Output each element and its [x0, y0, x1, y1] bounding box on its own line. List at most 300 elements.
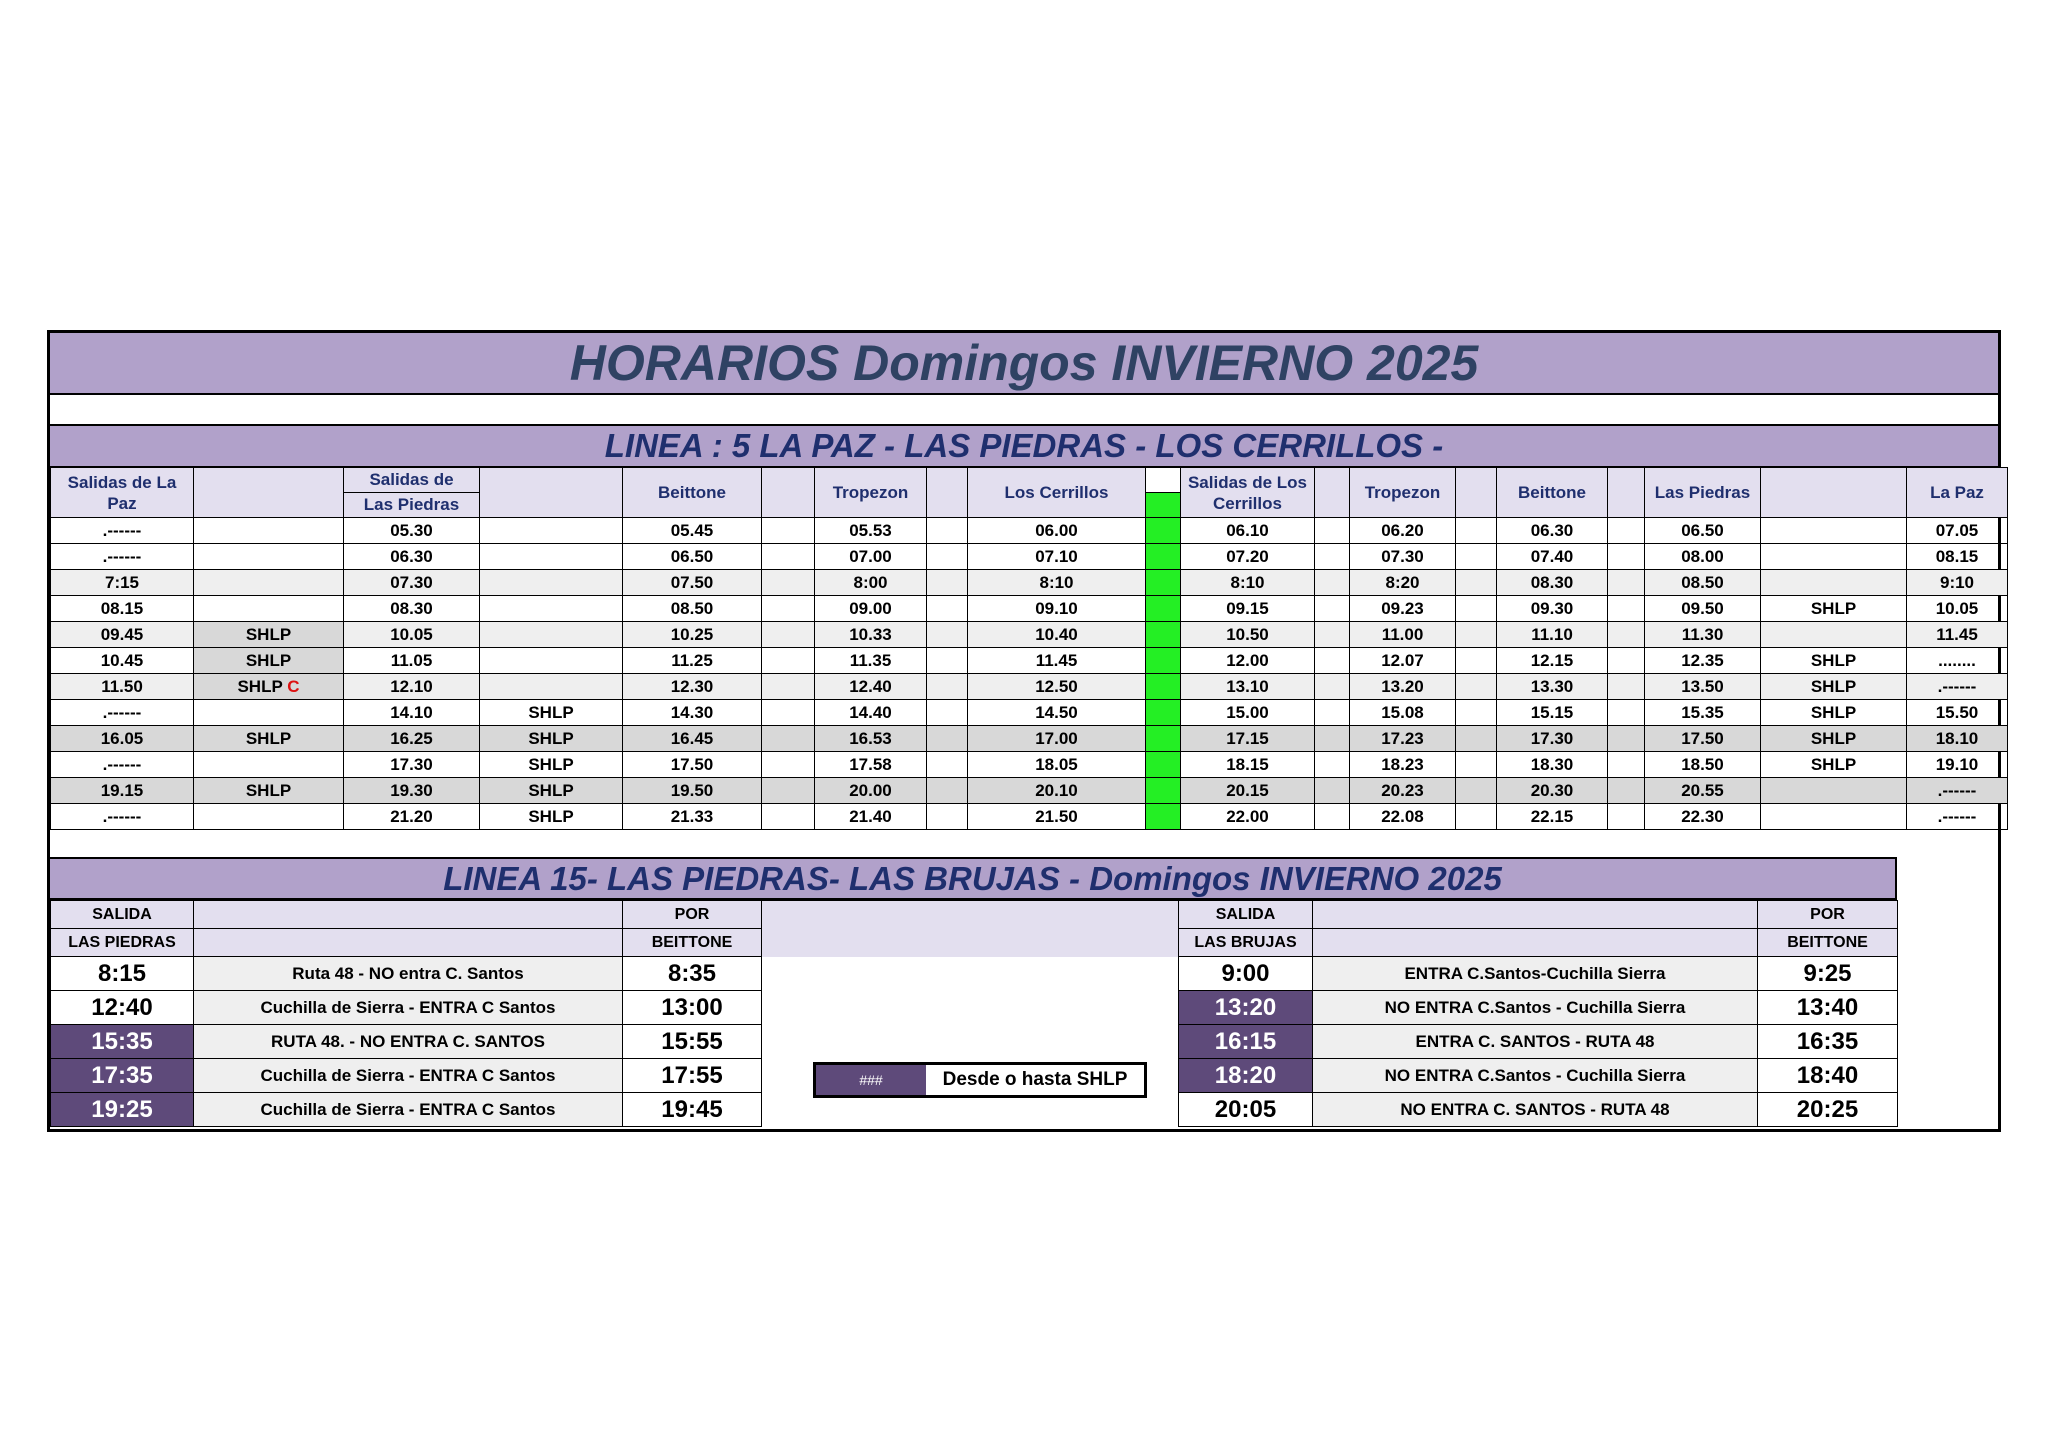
table-cell — [1315, 544, 1350, 570]
departure-las-brujas: 9:00 — [1179, 957, 1313, 991]
table-row — [51, 700, 2008, 726]
table-cell — [194, 570, 344, 596]
departure-las-piedras: 15:35 — [51, 1025, 194, 1059]
table-cell — [762, 726, 815, 752]
header-tropezon: Tropezon — [815, 468, 927, 518]
gap-cell — [762, 991, 1179, 1025]
green-separator — [1146, 726, 1181, 752]
time-beittone: 19:45 — [623, 1093, 762, 1127]
table-cell: 17.30 — [344, 752, 480, 778]
table-cell: .------ — [51, 752, 194, 778]
table-cell: 06.20 — [1350, 518, 1456, 544]
time-beittone: 18:40 — [1758, 1059, 1898, 1093]
table-cell — [480, 674, 623, 700]
table-cell: 19.10 — [1907, 752, 2008, 778]
header-blank — [194, 468, 344, 518]
table-cell — [1608, 648, 1645, 674]
table-cell: 21.33 — [623, 804, 762, 830]
table-cell — [1456, 752, 1497, 778]
table-row — [51, 991, 1898, 1025]
table-cell — [762, 700, 815, 726]
table-row — [51, 648, 2008, 674]
table-cell — [1315, 778, 1350, 804]
route-note: Cuchilla de Sierra - ENTRA C Santos — [194, 991, 623, 1025]
green-separator — [1146, 752, 1181, 778]
header-las-piedras: Las Piedras — [344, 493, 480, 518]
route-note: Cuchilla de Sierra - ENTRA C Santos — [194, 1059, 623, 1093]
table-row — [51, 778, 2008, 804]
gap-cell — [762, 1025, 1179, 1059]
table-cell: SHLP — [194, 648, 344, 674]
table-cell: 09.10 — [968, 596, 1146, 622]
green-separator — [1146, 804, 1181, 830]
table-cell: 08.30 — [344, 596, 480, 622]
green-separator — [1146, 622, 1181, 648]
table-cell — [762, 648, 815, 674]
table-cell: 17.23 — [1350, 726, 1456, 752]
table-cell: 11.05 — [344, 648, 480, 674]
departure-las-piedras: 19:25 — [51, 1093, 194, 1127]
time-beittone: 15:55 — [623, 1025, 762, 1059]
table-cell: 11.35 — [815, 648, 927, 674]
separator-header-green — [1146, 493, 1181, 518]
departure-las-brujas: 20:05 — [1179, 1093, 1313, 1127]
table-cell: 13.50 — [1645, 674, 1761, 700]
table-cell: 18.10 — [1907, 726, 2008, 752]
table-cell: 08.00 — [1645, 544, 1761, 570]
route-note: ENTRA C.Santos-Cuchilla Sierra — [1313, 957, 1758, 991]
table-cell: 8:10 — [1181, 570, 1315, 596]
header-por: POR — [623, 901, 762, 929]
table-cell: .------ — [51, 518, 194, 544]
table-cell: .------ — [1907, 804, 2008, 830]
table-row — [51, 596, 2008, 622]
table-cell — [480, 518, 623, 544]
table-cell: 09.30 — [1497, 596, 1608, 622]
table-cell — [927, 544, 968, 570]
table-cell: SHLP — [1761, 726, 1907, 752]
table-cell: SHLP — [1761, 674, 1907, 700]
table-cell: 12.07 — [1350, 648, 1456, 674]
table-cell: 21.40 — [815, 804, 927, 830]
table-cell: 08.15 — [1907, 544, 2008, 570]
table-cell: 07.05 — [1907, 518, 2008, 544]
table-cell: SHLP — [1761, 596, 1907, 622]
table-cell: 18.50 — [1645, 752, 1761, 778]
table-cell: 14.30 — [623, 700, 762, 726]
table-cell: SHLP — [1761, 648, 1907, 674]
table-cell — [194, 700, 344, 726]
table-cell: SHLP — [1761, 700, 1907, 726]
table-cell — [762, 518, 815, 544]
table-cell — [1761, 622, 1907, 648]
table-cell: 21.20 — [344, 804, 480, 830]
green-separator — [1146, 544, 1181, 570]
departure-las-piedras: 17:35 — [51, 1059, 194, 1093]
header-beittone: Beittone — [623, 468, 762, 518]
table-cell: 19.15 — [51, 778, 194, 804]
table-cell: 12.30 — [623, 674, 762, 700]
table-cell — [762, 570, 815, 596]
table-cell — [762, 622, 815, 648]
table-cell: SHLP — [194, 622, 344, 648]
table-cell: 14.10 — [344, 700, 480, 726]
table-cell: 16.05 — [51, 726, 194, 752]
header-blank — [927, 468, 968, 518]
table-row — [51, 518, 2008, 544]
table-cell: 15.35 — [1645, 700, 1761, 726]
table-cell: 12.40 — [815, 674, 927, 700]
header-las-piedras-return: Las Piedras — [1645, 468, 1761, 518]
schedule-sheet — [47, 330, 2001, 1132]
table-cell: ........ — [1907, 648, 2008, 674]
table-cell: 10.40 — [968, 622, 1146, 648]
table-cell: 08.50 — [623, 596, 762, 622]
time-beittone: 9:25 — [1758, 957, 1898, 991]
table-cell — [1456, 570, 1497, 596]
header-por-return: POR — [1758, 901, 1898, 929]
header-blank — [762, 468, 815, 518]
table-cell: 08.50 — [1645, 570, 1761, 596]
departure-las-brujas: 16:15 — [1179, 1025, 1313, 1059]
table-row — [51, 622, 2008, 648]
table-cell — [927, 752, 968, 778]
table-cell: 05.53 — [815, 518, 927, 544]
table-cell: 10.50 — [1181, 622, 1315, 648]
table-cell: 07.50 — [623, 570, 762, 596]
table-cell: 17.50 — [1645, 726, 1761, 752]
table-cell — [1608, 596, 1645, 622]
header-beittone: BEITTONE — [623, 929, 762, 957]
table-cell: 18.15 — [1181, 752, 1315, 778]
time-beittone: 8:35 — [623, 957, 762, 991]
time-beittone: 13:40 — [1758, 991, 1898, 1025]
table-cell — [1761, 544, 1907, 570]
table-cell: 06.00 — [968, 518, 1146, 544]
table-cell — [762, 544, 815, 570]
separator-header-top — [1146, 468, 1181, 493]
table-cell: 11.25 — [623, 648, 762, 674]
table-cell: 07.10 — [968, 544, 1146, 570]
table-cell: 8:00 — [815, 570, 927, 596]
table-cell: 20.23 — [1350, 778, 1456, 804]
header-beittone-return: Beittone — [1497, 468, 1608, 518]
table-cell — [1315, 752, 1350, 778]
line5-timetable — [50, 467, 2008, 830]
table-cell: 19.50 — [623, 778, 762, 804]
table-cell: 19.30 — [344, 778, 480, 804]
route-note: NO ENTRA C.Santos - Cuchilla Sierra — [1313, 991, 1758, 1025]
table-row — [51, 570, 2008, 596]
table-cell: 06.50 — [623, 544, 762, 570]
table-cell: .------ — [51, 804, 194, 830]
table-cell: 12.35 — [1645, 648, 1761, 674]
route-note: ENTRA C. SANTOS - RUTA 48 — [1313, 1025, 1758, 1059]
table-row — [51, 957, 1898, 991]
table-cell — [1456, 622, 1497, 648]
table-cell — [1315, 648, 1350, 674]
table-cell: 09.15 — [1181, 596, 1315, 622]
table-cell: 7:15 — [51, 570, 194, 596]
table-cell — [1608, 752, 1645, 778]
table-cell — [1315, 570, 1350, 596]
header-beittone-return: BEITTONE — [1758, 929, 1898, 957]
table-cell — [194, 518, 344, 544]
table-cell — [1456, 518, 1497, 544]
header-blank — [1761, 468, 1907, 518]
table-cell: 11.50 — [51, 674, 194, 700]
table-cell: 07.00 — [815, 544, 927, 570]
table-cell: 08.30 — [1497, 570, 1608, 596]
table-cell: 06.10 — [1181, 518, 1315, 544]
table-cell: 07.20 — [1181, 544, 1315, 570]
departure-las-brujas: 13:20 — [1179, 991, 1313, 1025]
table-cell: 10.05 — [1907, 596, 2008, 622]
table-cell — [1456, 674, 1497, 700]
table-cell: SHLP C — [194, 674, 344, 700]
table-cell — [1608, 622, 1645, 648]
table-cell: SHLP — [1761, 752, 1907, 778]
table-cell — [1608, 570, 1645, 596]
table-cell: .------ — [51, 544, 194, 570]
table-cell — [194, 752, 344, 778]
table-cell: .------ — [1907, 674, 2008, 700]
table-cell: 8:10 — [968, 570, 1146, 596]
table-cell: 22.30 — [1645, 804, 1761, 830]
route-note: Cuchilla de Sierra - ENTRA C Santos — [194, 1093, 623, 1127]
table-cell: 07.40 — [1497, 544, 1608, 570]
green-separator — [1146, 778, 1181, 804]
table-cell: 17.30 — [1497, 726, 1608, 752]
table-cell: SHLP — [480, 804, 623, 830]
table-cell — [1761, 518, 1907, 544]
table-cell — [1608, 726, 1645, 752]
table-cell — [1315, 622, 1350, 648]
table-cell — [762, 778, 815, 804]
table-cell: SHLP — [480, 726, 623, 752]
table-cell: .------ — [1907, 778, 2008, 804]
header-blank — [1456, 468, 1497, 518]
header-tropezon-return: Tropezon — [1350, 468, 1456, 518]
header-blank — [194, 901, 623, 929]
table-cell: 10.25 — [623, 622, 762, 648]
table-cell: 18.05 — [968, 752, 1146, 778]
header-salidas-los-cerrillos: Salidas de Los Cerrillos — [1181, 468, 1315, 518]
header-blank — [1313, 901, 1758, 929]
table-cell — [1608, 518, 1645, 544]
table-cell — [480, 648, 623, 674]
table-cell: 20.30 — [1497, 778, 1608, 804]
table-cell: 14.40 — [815, 700, 927, 726]
table-cell: 17.00 — [968, 726, 1146, 752]
table-cell: 12.10 — [344, 674, 480, 700]
table-cell — [1315, 674, 1350, 700]
table-cell — [1761, 570, 1907, 596]
table-cell — [194, 544, 344, 570]
table-cell: 17.15 — [1181, 726, 1315, 752]
table-cell: 12.15 — [1497, 648, 1608, 674]
route-note: RUTA 48. - NO ENTRA C. SANTOS — [194, 1025, 623, 1059]
time-beittone: 16:35 — [1758, 1025, 1898, 1059]
table-cell — [1456, 804, 1497, 830]
table-cell — [927, 726, 968, 752]
table-cell: 16.53 — [815, 726, 927, 752]
table-cell — [1456, 726, 1497, 752]
table-cell — [762, 596, 815, 622]
route-note: NO ENTRA C.Santos - Cuchilla Sierra — [1313, 1059, 1758, 1093]
header-las-brujas: LAS BRUJAS — [1179, 929, 1313, 957]
shlp-legend — [813, 1062, 1147, 1098]
table-cell — [1315, 804, 1350, 830]
table-cell: 07.30 — [344, 570, 480, 596]
table-cell: 22.08 — [1350, 804, 1456, 830]
departure-las-piedras: 8:15 — [51, 957, 194, 991]
table-cell — [927, 778, 968, 804]
table-cell — [927, 674, 968, 700]
table-cell — [927, 518, 968, 544]
line15-title: LINEA 15- LAS PIEDRAS- LAS BRUJAS - Domingos INVIERNO 2025 — [50, 857, 1897, 900]
header-la-paz: La Paz — [1907, 468, 2008, 518]
table-cell: 16.25 — [344, 726, 480, 752]
table-cell: 05.30 — [344, 518, 480, 544]
table-cell — [1456, 648, 1497, 674]
time-beittone: 17:55 — [623, 1059, 762, 1093]
table-cell — [927, 700, 968, 726]
table-cell: 20.10 — [968, 778, 1146, 804]
table-cell: 9:10 — [1907, 570, 2008, 596]
header-salida-return: SALIDA — [1179, 901, 1313, 929]
route-note: NO ENTRA C. SANTOS - RUTA 48 — [1313, 1093, 1758, 1127]
table-cell — [927, 648, 968, 674]
header-blank — [1608, 468, 1645, 518]
line5-title: LINEA : 5 LA PAZ - LAS PIEDRAS - LOS CERRILLOS - — [50, 424, 1998, 467]
table-cell — [1761, 778, 1907, 804]
green-separator — [1146, 648, 1181, 674]
table-cell: 14.50 — [968, 700, 1146, 726]
table-cell: 22.00 — [1181, 804, 1315, 830]
table-cell: 20.55 — [1645, 778, 1761, 804]
table-cell: .------ — [51, 700, 194, 726]
table-cell: 10.33 — [815, 622, 927, 648]
table-cell — [1761, 804, 1907, 830]
header-salidas-de: Salidas de — [344, 468, 480, 493]
table-cell: 8:20 — [1350, 570, 1456, 596]
table-cell: 20.15 — [1181, 778, 1315, 804]
table-cell — [480, 622, 623, 648]
time-beittone: 13:00 — [623, 991, 762, 1025]
table-cell — [927, 622, 968, 648]
table-row — [51, 674, 2008, 700]
green-separator — [1146, 518, 1181, 544]
table-cell: SHLP — [194, 726, 344, 752]
table-cell: SHLP — [480, 778, 623, 804]
route-note: Ruta 48 - NO entra C. Santos — [194, 957, 623, 991]
table-cell: 13.10 — [1181, 674, 1315, 700]
table-cell: 09.45 — [51, 622, 194, 648]
table-cell — [1315, 518, 1350, 544]
green-separator — [1146, 570, 1181, 596]
table-cell — [1608, 674, 1645, 700]
table-cell: 07.30 — [1350, 544, 1456, 570]
departure-las-brujas: 18:20 — [1179, 1059, 1313, 1093]
table-cell — [927, 570, 968, 596]
header-blank — [1315, 468, 1350, 518]
table-cell: 17.50 — [623, 752, 762, 778]
table-cell: 12.00 — [1181, 648, 1315, 674]
table-cell — [762, 674, 815, 700]
table-cell: 15.50 — [1907, 700, 2008, 726]
table-cell: 11.00 — [1350, 622, 1456, 648]
table-cell — [762, 804, 815, 830]
line5-rows — [51, 518, 2008, 830]
table-row — [51, 544, 2008, 570]
table-cell: 06.30 — [344, 544, 480, 570]
table-cell — [927, 596, 968, 622]
legend-label: Desde o hasta SHLP — [942, 1069, 1128, 1090]
table-cell: 17.58 — [815, 752, 927, 778]
table-cell — [1608, 700, 1645, 726]
table-cell — [1456, 700, 1497, 726]
table-row — [51, 752, 2008, 778]
table-cell — [194, 804, 344, 830]
table-cell: 05.45 — [623, 518, 762, 544]
table-cell — [927, 804, 968, 830]
header-los-cerrillos: Los Cerrillos — [968, 468, 1146, 518]
legend-swatch: ### — [816, 1065, 926, 1095]
table-cell: 08.15 — [51, 596, 194, 622]
table-cell: 15.00 — [1181, 700, 1315, 726]
table-cell — [1608, 804, 1645, 830]
table-cell: 21.50 — [968, 804, 1146, 830]
table-cell: 06.30 — [1497, 518, 1608, 544]
table-cell — [480, 596, 623, 622]
table-cell: 18.30 — [1497, 752, 1608, 778]
table-cell: 16.45 — [623, 726, 762, 752]
table-cell: 09.50 — [1645, 596, 1761, 622]
table-cell: 20.00 — [815, 778, 927, 804]
table-cell: 10.45 — [51, 648, 194, 674]
table-cell — [194, 596, 344, 622]
c-marker: C — [282, 677, 300, 696]
table-cell — [1315, 726, 1350, 752]
table-cell — [1315, 596, 1350, 622]
header-blank — [1313, 929, 1758, 957]
departure-las-piedras: 12:40 — [51, 991, 194, 1025]
table-cell: 11.10 — [1497, 622, 1608, 648]
table-cell — [1608, 778, 1645, 804]
table-cell — [1456, 596, 1497, 622]
table-cell: 15.08 — [1350, 700, 1456, 726]
table-cell: 13.30 — [1497, 674, 1608, 700]
table-cell: 18.23 — [1350, 752, 1456, 778]
table-row — [51, 1025, 1898, 1059]
time-beittone: 20:25 — [1758, 1093, 1898, 1127]
header-salida: SALIDA — [51, 901, 194, 929]
table-cell: SHLP — [194, 778, 344, 804]
header-las-piedras: LAS PIEDRAS — [51, 929, 194, 957]
table-cell: 06.50 — [1645, 518, 1761, 544]
table-cell: 09.00 — [815, 596, 927, 622]
table-cell: 11.45 — [968, 648, 1146, 674]
table-cell — [480, 544, 623, 570]
table-cell: 11.30 — [1645, 622, 1761, 648]
table-cell: 11.45 — [1907, 622, 2008, 648]
table-cell: 13.20 — [1350, 674, 1456, 700]
green-separator — [1146, 674, 1181, 700]
table-cell — [480, 570, 623, 596]
page-title: HORARIOS Domingos INVIERNO 2025 — [50, 333, 1998, 395]
table-cell — [1315, 700, 1350, 726]
